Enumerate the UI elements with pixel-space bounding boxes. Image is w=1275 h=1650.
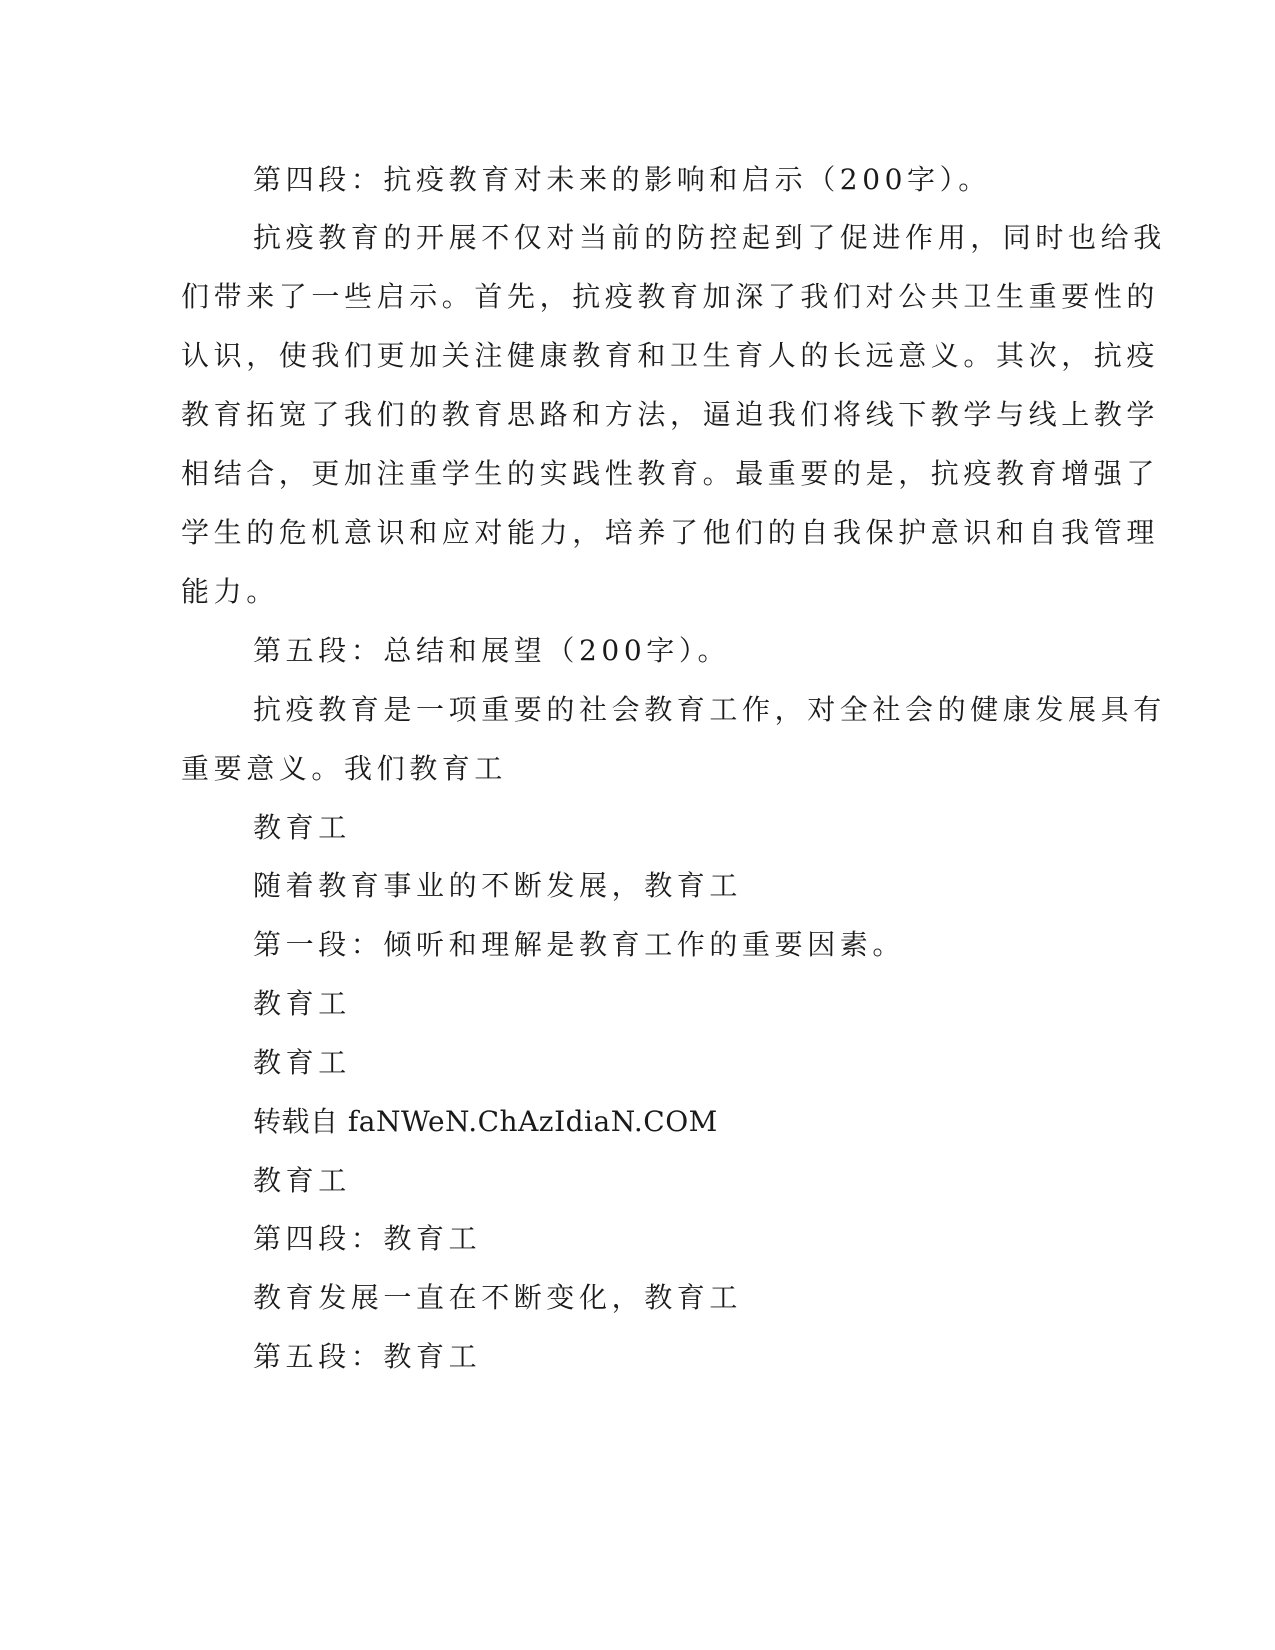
- text-line: 教育工: [253, 987, 351, 1020]
- text-line: 第五段：教育工: [253, 1340, 482, 1373]
- paragraph-line: 教育拓宽了我们的教育思路和方法，逼迫我们将线下教学与线上教学: [181, 398, 1160, 431]
- paragraph-line: 抗疫教育的开展不仅对当前的防控起到了促进作用，同时也给我: [253, 221, 1166, 254]
- paragraph-line: 认识，使我们更加关注健康教育和卫生育人的长远意义。其次，抗疫: [181, 339, 1160, 372]
- text-line: 第四段：教育工: [253, 1222, 482, 1255]
- text-line: 教育工: [253, 1046, 351, 1079]
- text-line: 教育发展一直在不断变化，教育工: [253, 1281, 743, 1314]
- paragraph-line: 抗疫教育是一项重要的社会教育工作，对全社会的健康发展具有: [253, 693, 1166, 726]
- paragraph-line: 重要意义。我们教育工: [181, 752, 508, 785]
- text-line: 教育工: [253, 1164, 351, 1197]
- section-heading-5: 第五段：总结和展望（200字）。: [253, 634, 731, 667]
- paragraph-line: 学生的危机意识和应对能力，培养了他们的自我保护意识和自我管理: [181, 516, 1160, 549]
- text-line: 随着教育事业的不断发展，教育工: [253, 869, 743, 902]
- source-line: 转载自 faNWeN.ChAzIdiaN.COM: [253, 1105, 718, 1138]
- text-line: 教育工: [253, 811, 351, 844]
- section-heading-4: 第四段：抗疫教育对未来的影响和启示（200字）。: [253, 163, 991, 196]
- text-line: 第一段：倾听和理解是教育工作的重要因素。: [253, 928, 906, 961]
- paragraph-line: 相结合，更加注重学生的实践性教育。最重要的是，抗疫教育增强了: [181, 457, 1160, 490]
- paragraph-line: 们带来了一些启示。首先，抗疫教育加深了我们对公共卫生重要性的: [181, 280, 1160, 313]
- paragraph-line: 能力。: [181, 575, 279, 608]
